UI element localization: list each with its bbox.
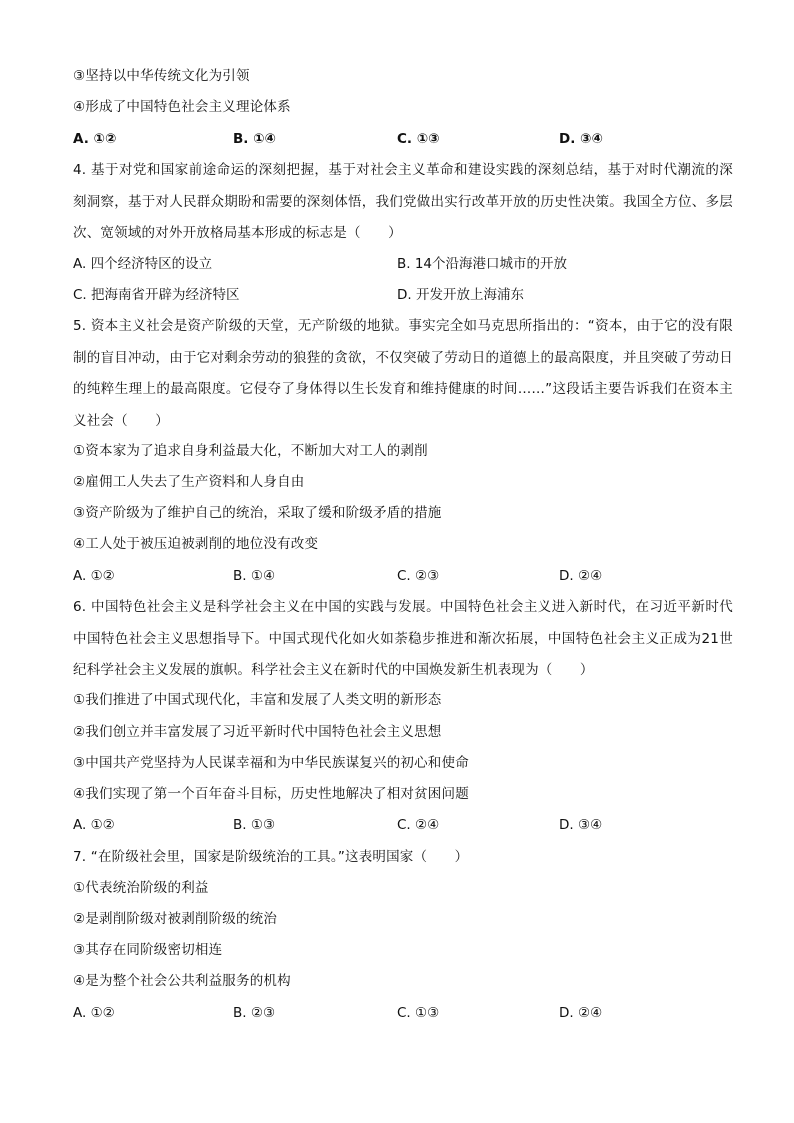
q5-option-c: C. ②③	[397, 568, 440, 584]
q6-item-2: ②我们创立并丰富发展了习近平新时代中国特色社会主义思想	[73, 724, 442, 740]
q6-options	[73, 815, 733, 835]
q7-item-4: ④是为整个社会公共利益服务的机构	[73, 973, 291, 989]
q7-stem: 7. “在阶级社会里，国家是阶级统治的工具。”这表明国家（ ）	[73, 849, 469, 865]
q6-option-d: D. ③④	[559, 817, 603, 833]
q7-option-b: B. ②③	[233, 1005, 276, 1021]
q5-option-a: A. ①②	[73, 568, 115, 584]
q7-option-c: C. ①③	[397, 1005, 440, 1021]
q3-option-a: A. ①②	[73, 131, 117, 147]
q6-item-1: ①我们推进了中国式现代化，丰富和发展了人类文明的新形态	[73, 692, 442, 708]
q4-option-a: A. 四个经济特区的设立	[73, 256, 213, 272]
q7-option-d: D. ②④	[559, 1005, 603, 1021]
q3-option-d: D. ③④	[559, 131, 603, 147]
q4-options-row1	[73, 254, 733, 274]
q4-option-c: C. 把海南省开辟为经济特区	[73, 287, 240, 303]
q5-option-d: D. ②④	[559, 568, 603, 584]
q6-item-3: ③中国共产党坚持为人民谋幸福和为中华民族谋复兴的初心和使命	[73, 755, 469, 771]
q5-item-3: ③资产阶级为了维护自己的统治，采取了缓和阶级矛盾的措施	[73, 505, 442, 521]
q3-option-b: B. ①④	[233, 131, 276, 147]
q7-option-a: A. ①②	[73, 1005, 115, 1021]
q6-stem: 6. 中国特色社会主义是科学社会主义在中国的实践与发展。中国特色社会主义进入新时代，在习近平新时代中国特色社会主义思想指导下。中国式现代化如火如荼稳步推进和渐次拓展，中国特色社会主义正成为21世纪科学社会主义发展的旗帜。科学社会主义在新时代的中国焕发新生机表现为（ ）	[73, 599, 733, 678]
q4-option-b: B. 14个沿海港口城市的开放	[397, 256, 568, 272]
q4-option-d: D. 开发开放上海浦东	[397, 287, 524, 303]
q7-item-2: ②是剥削阶级对被剥削阶级的统治	[73, 911, 278, 927]
q4-options-row2	[73, 285, 733, 305]
q5-options	[73, 566, 733, 586]
q5-item-4: ④工人处于被压迫被剥削的地位没有改变	[73, 536, 319, 552]
q7-item-3: ③其存在同阶级密切相连	[73, 942, 223, 958]
q6-option-c: C. ②④	[397, 817, 440, 833]
q5-item-1: ①资本家为了追求自身利益最大化，不断加大对工人的剥削	[73, 443, 428, 459]
q5-stem: 5. 资本主义社会是资产阶级的天堂，无产阶级的地狱。事实完全如马克思所指出的：“资本，由于它的没有限制的盲目冲动，由于它对剩余劳动的狼狴的贪欲，不仅突破了劳动日的道德上的最高限度，并且突破了劳动日的纯粹生理上的最高限度。它侵夺了身体得以生长发育和维持健康的时间……”这段话主要告诉我们在资本主义社会（ ）	[73, 318, 733, 429]
q5-item-2: ②雇佣工人失去了生产资料和人身自由	[73, 474, 305, 490]
q7-options	[73, 1003, 733, 1023]
q3-item-3: ③坚持以中华传统文化为引领	[73, 68, 250, 84]
q3-options	[73, 129, 733, 149]
q3-option-c: C. ①③	[397, 131, 440, 147]
q7-item-1: ①代表统治阶级的利益	[73, 880, 209, 896]
q3-item-4: ④形成了中国特色社会主义理论体系	[73, 99, 291, 115]
q6-item-4: ④我们实现了第一个百年奋斗目标，历史性地解决了相对贫困问题	[73, 786, 469, 802]
q5-option-b: B. ①④	[233, 568, 276, 584]
q6-option-b: B. ①③	[233, 817, 276, 833]
q4-stem: 4. 基于对党和国家前途命运的深刻把握，基于对社会主义革命和建设实践的深刻总结，基于对时代潮流的深刻洞察，基于对人民群众期盼和需要的深刻体悟，我们党做出实行改革开放的历史性决策。我国全方位、多层次、宽领域的对外开放格局基本形成的标志是（ ）	[73, 162, 733, 241]
q6-option-a: A. ①②	[73, 817, 115, 833]
